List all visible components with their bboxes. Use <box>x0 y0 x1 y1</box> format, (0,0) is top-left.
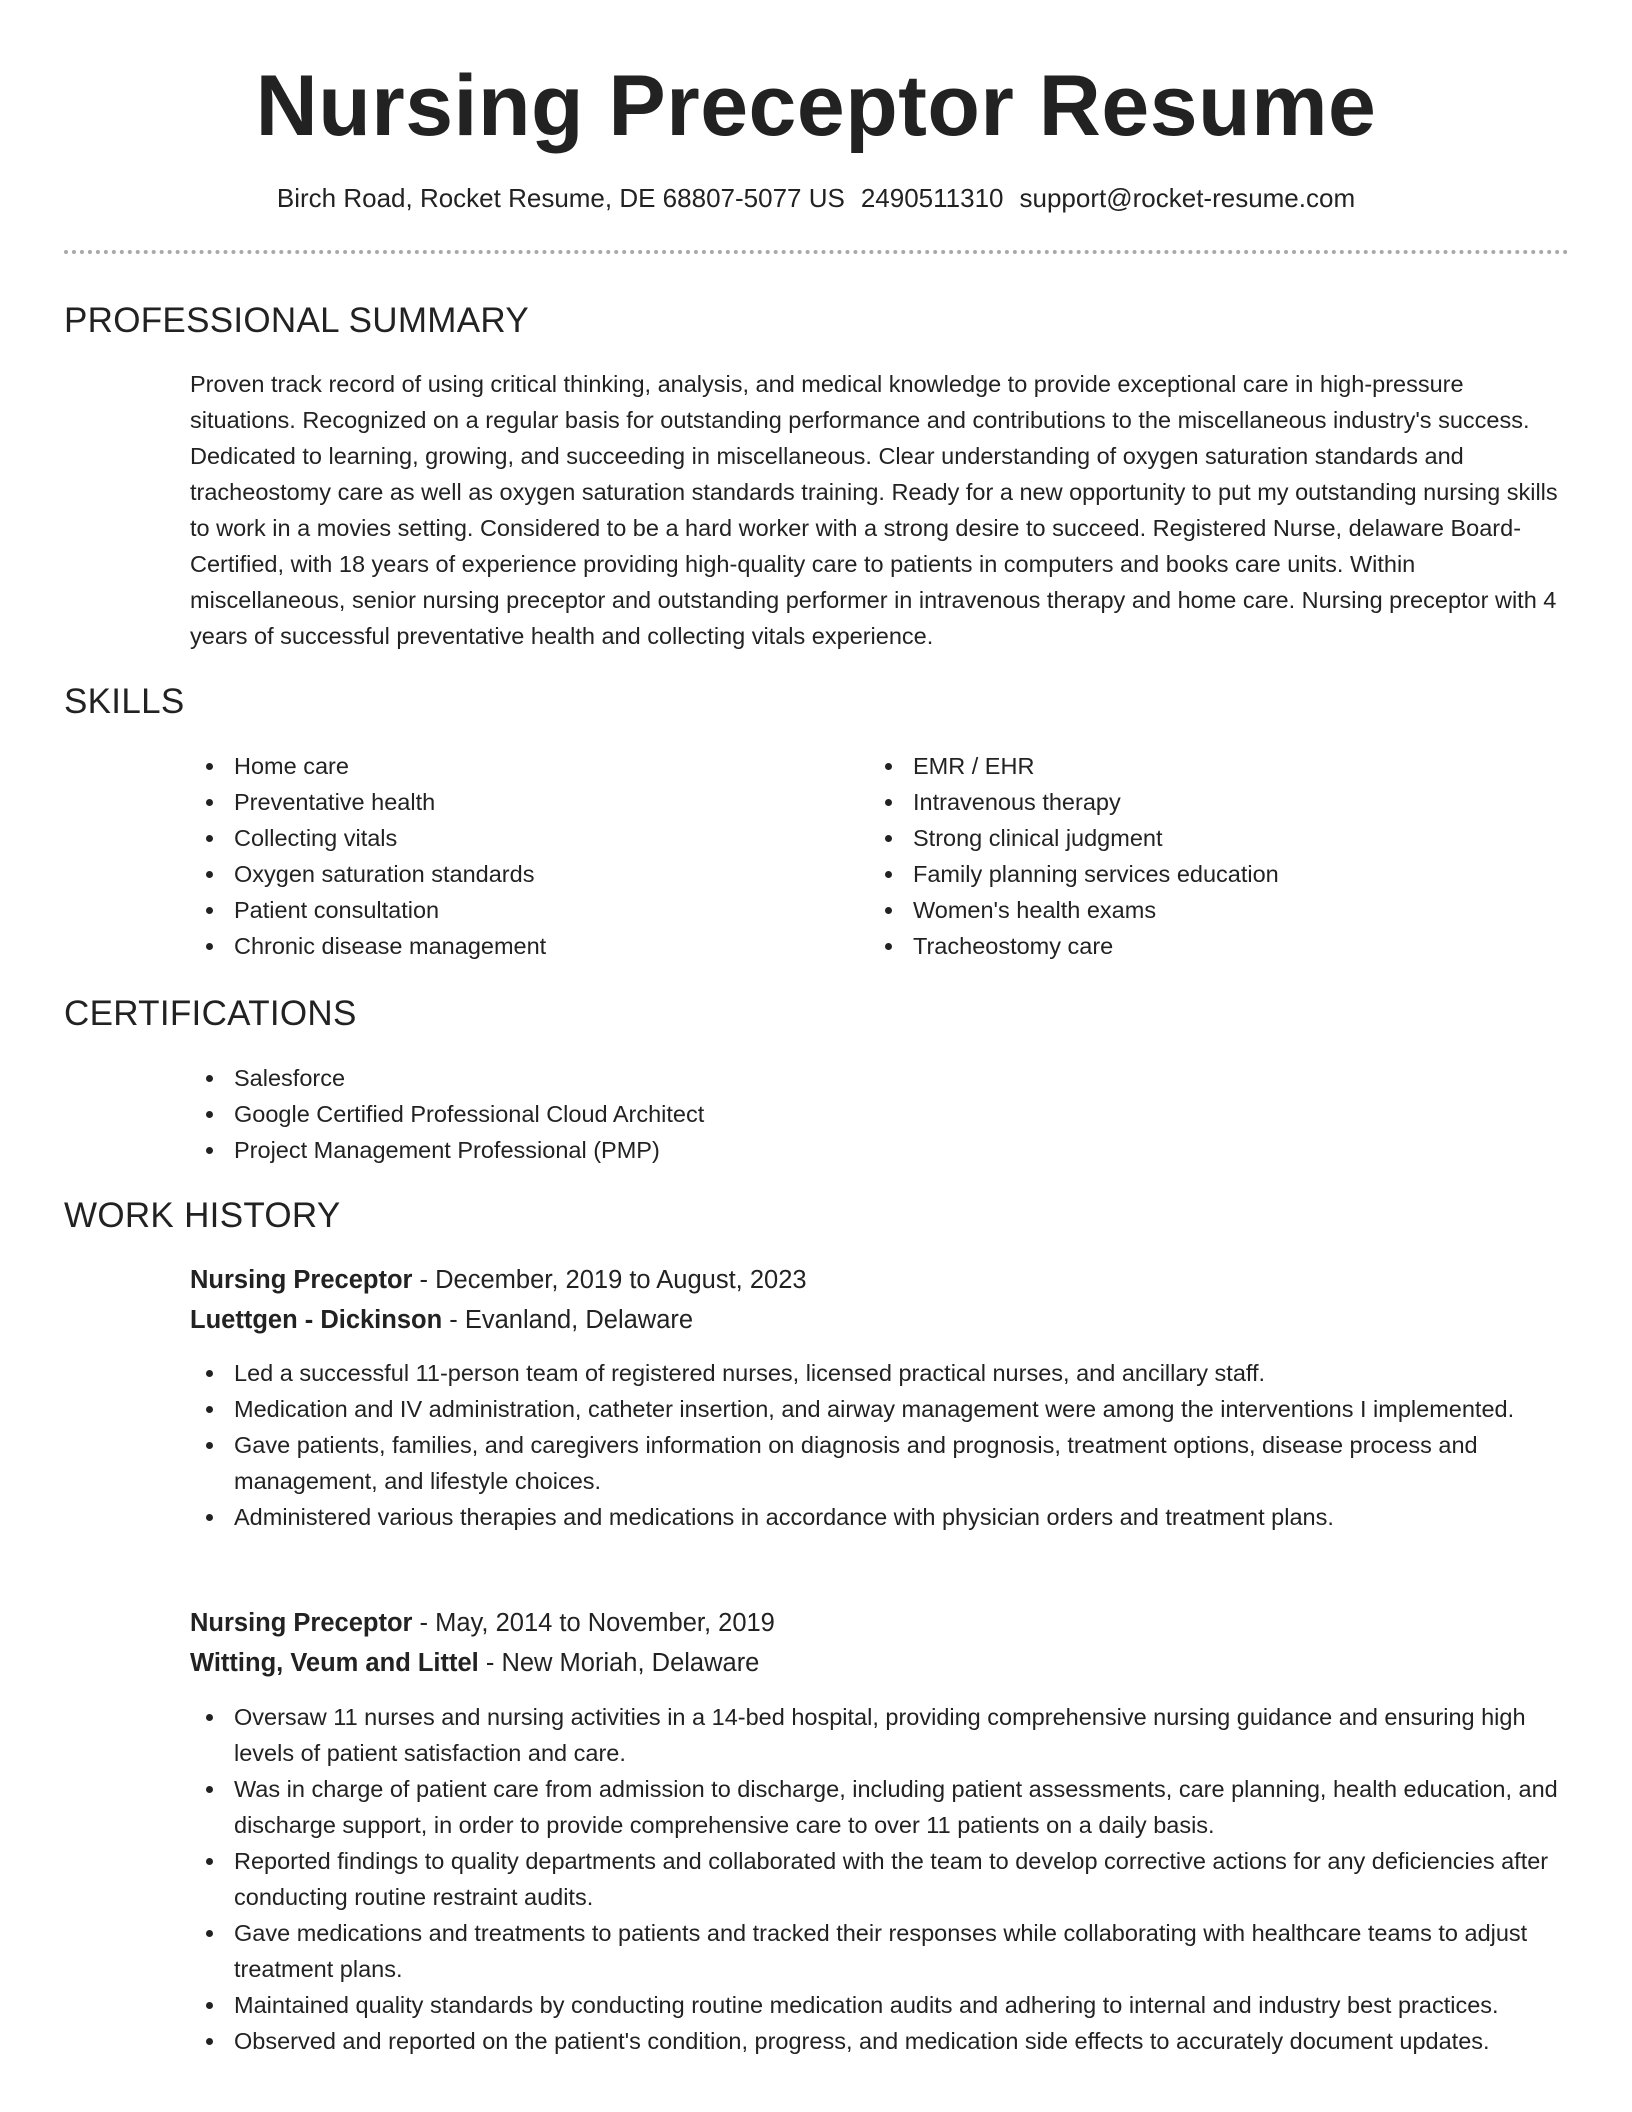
job-dates: - May, 2014 to November, 2019 <box>412 1609 775 1637</box>
job-title: Nursing Preceptor <box>190 1266 413 1294</box>
job-title-line <box>190 1260 807 1300</box>
job-location: - New Moriah, Delaware <box>478 1649 760 1677</box>
contact-email: support@rocket-resume.com <box>1019 183 1356 213</box>
job-location: - Evanland, Delaware <box>442 1306 694 1334</box>
certification-item: Google Certified Professional Cloud Architect <box>190 1096 1390 1132</box>
header-divider <box>64 250 1569 254</box>
contact-phone: 2490511310 <box>860 183 1004 213</box>
page-title: Nursing Preceptor Resume <box>255 58 1377 154</box>
skills-list-left <box>190 748 830 964</box>
skill-item: Women's health exams <box>869 892 1569 928</box>
certifications-list <box>190 1060 1390 1168</box>
job-bullets <box>190 1699 1570 2059</box>
job-bullet: Medication and IV administration, catheter insertion, and airway management were among the interventions I implemented. <box>190 1391 1570 1427</box>
skill-item: Oxygen saturation standards <box>190 856 830 892</box>
job-bullet: Gave medications and treatments to patients and tracked their responses while collaborating with healthcare teams to adjust treatment plans. <box>190 1915 1570 1987</box>
skill-item: Strong clinical judgment <box>869 820 1569 856</box>
skill-item: Family planning services education <box>869 856 1569 892</box>
job-company-line <box>190 1300 693 1340</box>
skill-item: Collecting vitals <box>190 820 830 856</box>
skill-item: EMR / EHR <box>869 748 1569 784</box>
certification-item: Project Management Professional (PMP) <box>190 1132 1390 1168</box>
certifications-heading: CERTIFICATIONS <box>64 994 357 1033</box>
skills-heading: SKILLS <box>64 682 185 721</box>
skills-list-right <box>869 748 1569 964</box>
contact-address: Birch Road, Rocket Resume, DE 68807-5077 US <box>276 183 845 213</box>
skill-item: Home care <box>190 748 830 784</box>
job-title: Nursing Preceptor <box>190 1609 413 1637</box>
job-bullet: Was in charge of patient care from admission to discharge, including patient assessments, care planning, health education, and discharge support, in order to provide comprehensive care to over 11 patients on a daily basis. <box>190 1771 1570 1843</box>
summary-text: Proven track record of using critical thinking, analysis, and medical knowledge to provide exceptional care in high-pressure situations. Recognized on a regular basis for outstanding performance and contributions to the miscellaneous industry's success. Dedicated to learning, growing, and succeeding in miscellaneous. Clear understanding of oxygen saturation standards and tracheostomy care as well as oxygen saturation standards training. Ready for a new opportunity to put my outstanding nursing skills to work in a movies setting. Considered to be a hard worker with a strong desire to succeed. Registered Nurse, delaware Board-Certified, with 18 years of experience providing high-quality care to patients in computers and books care units. Within miscellaneous, senior nursing preceptor and outstanding performer in intravenous therapy and home care. Nursing preceptor with 4 years of successful preventative health and collecting vitals experience. <box>190 371 1558 649</box>
skill-item: Tracheostomy care <box>869 928 1569 964</box>
job-bullet: Maintained quality standards by conducting routine medication audits and adhering to internal and industry best practices. <box>190 1987 1570 2023</box>
job-company-line <box>190 1643 759 1683</box>
job-bullet: Gave patients, families, and caregivers information on diagnosis and prognosis, treatment options, disease process and management, and lifestyle choices. <box>190 1427 1570 1499</box>
job-bullet: Observed and reported on the patient's condition, progress, and medication side effects to accurately document updates. <box>190 2023 1570 2059</box>
job-bullets <box>190 1355 1570 1535</box>
summary-heading: PROFESSIONAL SUMMARY <box>64 301 529 340</box>
skill-item: Intravenous therapy <box>869 784 1569 820</box>
job-bullet: Oversaw 11 nurses and nursing activities in a 14-bed hospital, providing comprehensive nursing guidance and ensuring high levels of patient satisfaction and care. <box>190 1699 1570 1771</box>
certification-item: Salesforce <box>190 1060 1390 1096</box>
skill-item: Chronic disease management <box>190 928 830 964</box>
job-company: Luettgen - Dickinson <box>190 1306 443 1334</box>
skill-item: Patient consultation <box>190 892 830 928</box>
skill-item: Preventative health <box>190 784 830 820</box>
work-history-heading: WORK HISTORY <box>64 1196 341 1235</box>
job-company: Witting, Veum and Littel <box>190 1649 479 1677</box>
job-bullet: Led a successful 11-person team of registered nurses, licensed practical nurses, and ancillary staff. <box>190 1355 1570 1391</box>
job-title-line <box>190 1603 775 1643</box>
job-dates: - December, 2019 to August, 2023 <box>412 1266 807 1294</box>
contact-line <box>0 178 1632 218</box>
job-bullet: Administered various therapies and medications in accordance with physician orders and treatment plans. <box>190 1499 1570 1535</box>
job-bullet: Reported findings to quality departments and collaborated with the team to develop corrective actions for any deficiencies after conducting routine restraint audits. <box>190 1843 1570 1915</box>
